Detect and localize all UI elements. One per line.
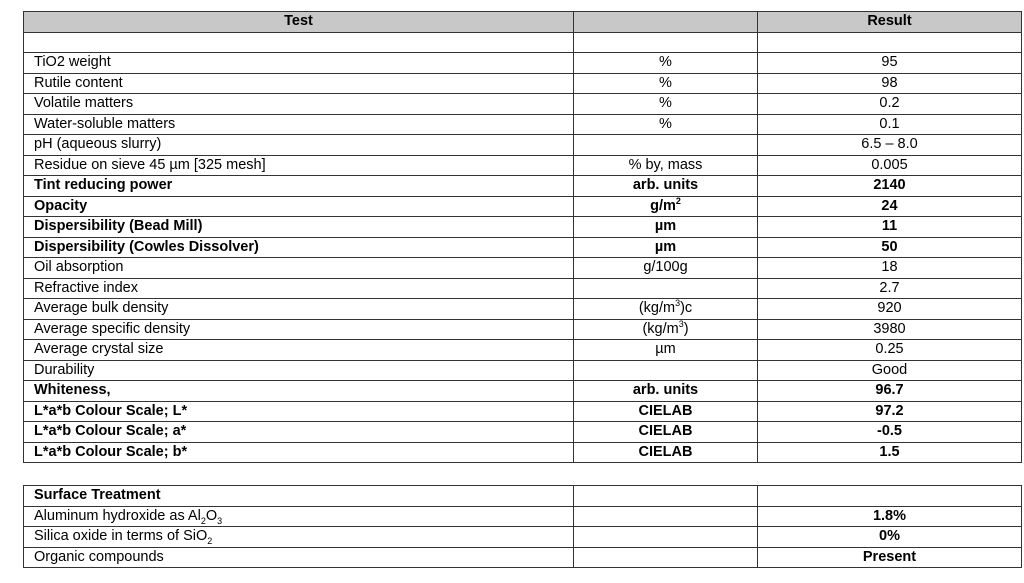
surface-test-cell (24, 506, 574, 527)
subscript: 2 (207, 535, 213, 546)
unit-text: % (659, 95, 672, 111)
unit-text: arb. units (632, 177, 699, 193)
surface-row (24, 506, 1022, 527)
empty-cell (574, 547, 758, 568)
result-value: 50 (881, 238, 898, 255)
table-row (24, 319, 1022, 340)
result-cell (758, 258, 1022, 279)
table-row (24, 135, 1022, 156)
test-name-cell (24, 114, 574, 135)
unit-cell (574, 53, 758, 74)
surface-test-name: Aluminum hydroxide as Al (34, 507, 201, 524)
table-row (24, 176, 1022, 197)
result-value: 98 (881, 74, 898, 91)
surface-title-row (24, 486, 1022, 507)
test-name-cell (24, 258, 574, 279)
unit-cell (574, 340, 758, 361)
header-test: Test (24, 12, 574, 33)
test-name-cell (24, 73, 574, 94)
test-name: L*a*b Colour Scale; L* (34, 402, 188, 419)
table-row (24, 360, 1022, 381)
result-value: 920 (877, 300, 902, 316)
table-row (24, 278, 1022, 299)
table-row (24, 94, 1022, 115)
spacer-cell (24, 32, 574, 53)
spacer-cell (758, 32, 1022, 53)
result-value: -0.5 (877, 423, 902, 439)
test-name-cell (24, 278, 574, 299)
result-value: 18 (881, 259, 898, 275)
surface-result-cell (758, 527, 1022, 548)
result-value: 0.2 (879, 95, 900, 111)
unit-superscript: 3 (675, 298, 681, 309)
test-results-table (23, 11, 1022, 463)
result-value: 2.7 (879, 279, 900, 296)
result-cell (758, 135, 1022, 156)
result-cell (758, 381, 1022, 402)
unit-text: CIELAB (638, 423, 693, 439)
test-name: pH (aqueous slurry) (34, 136, 162, 152)
table-row (24, 114, 1022, 135)
test-name-cell (24, 237, 574, 258)
empty-cell (758, 486, 1022, 507)
result-cell (758, 176, 1022, 197)
unit-cell (574, 381, 758, 402)
unit-text: µm (654, 238, 677, 255)
unit-cell (574, 114, 758, 135)
result-cell (758, 196, 1022, 217)
test-name-cell (24, 422, 574, 443)
surface-treatment-table (23, 485, 1022, 568)
unit-cell (574, 135, 758, 156)
test-name-cell (24, 299, 574, 320)
table-row (24, 422, 1022, 443)
unit-text: arb. units (632, 382, 699, 398)
surface-result-value: 0% (879, 528, 900, 544)
unit-text: g/100g (643, 259, 688, 275)
unit-superscript: 2 (675, 196, 681, 206)
test-name: Average crystal size (34, 341, 164, 357)
result-cell (758, 401, 1022, 422)
surface-result-value: Present (862, 548, 917, 565)
result-cell (758, 73, 1022, 94)
unit-tail: )c (680, 300, 693, 316)
result-value: 0.25 (875, 341, 904, 357)
subscript: 3 (217, 515, 223, 526)
table-row (24, 217, 1022, 238)
unit-cell (574, 422, 758, 443)
surface-result-cell (758, 547, 1022, 568)
result-cell (758, 155, 1022, 176)
empty-cell (574, 506, 758, 527)
unit-cell (574, 299, 758, 320)
test-name: Volatile matters (34, 95, 134, 111)
table-row (24, 299, 1022, 320)
test-name-cell (24, 176, 574, 197)
result-cell (758, 217, 1022, 238)
unit-cell (574, 196, 758, 217)
unit-cell (574, 258, 758, 279)
unit-superscript: 3 (678, 319, 684, 329)
result-value: 11 (881, 218, 898, 234)
unit-text: (kg/m (642, 320, 679, 337)
unit-text: g/m (650, 197, 676, 214)
table-row (24, 401, 1022, 422)
test-name: Water-soluble matters (34, 115, 176, 132)
empty-cell (574, 486, 758, 507)
unit-text: % (659, 115, 672, 132)
result-cell (758, 114, 1022, 135)
unit-cell (574, 94, 758, 115)
surface-row (24, 547, 1022, 568)
test-name-cell (24, 94, 574, 115)
surface-test-cell (24, 547, 574, 568)
test-name: Average specific density (34, 320, 191, 337)
test-name-cell (24, 53, 574, 74)
test-name-cell (24, 401, 574, 422)
result-cell (758, 319, 1022, 340)
test-name-cell (24, 319, 574, 340)
unit-cell (574, 217, 758, 238)
surface-title: Surface Treatment (24, 486, 574, 507)
table-row (24, 381, 1022, 402)
result-value: 6.5 – 8.0 (861, 136, 918, 152)
test-name-cell (24, 340, 574, 361)
result-value: 3980 (873, 320, 906, 337)
result-cell (758, 442, 1022, 463)
table-row (24, 340, 1022, 361)
empty-cell (574, 527, 758, 548)
table-row (24, 237, 1022, 258)
formula-part: O (205, 507, 218, 524)
result-value: Good (871, 361, 908, 378)
test-name-cell (24, 135, 574, 156)
result-cell (758, 299, 1022, 320)
unit-text: % by, mass (628, 156, 703, 173)
test-name: Tint reducing power (34, 177, 173, 193)
unit-cell (574, 442, 758, 463)
test-name: Opacity (34, 197, 88, 214)
table-row (24, 442, 1022, 463)
surface-result-cell (758, 506, 1022, 527)
result-cell (758, 422, 1022, 443)
surface-test-name: Organic compounds (34, 548, 164, 565)
table-row (24, 258, 1022, 279)
test-name: Whiteness, (34, 382, 111, 398)
result-cell (758, 360, 1022, 381)
table-row (24, 73, 1022, 94)
header-row (24, 12, 1022, 33)
unit-cell (574, 319, 758, 340)
unit-cell (574, 155, 758, 176)
result-cell (758, 340, 1022, 361)
test-name: Rutile content (34, 74, 123, 91)
table-row (24, 53, 1022, 74)
test-name-cell (24, 217, 574, 238)
test-name: L*a*b Colour Scale; a* (34, 423, 187, 439)
test-name: L*a*b Colour Scale; b* (34, 443, 188, 460)
test-name: Dispersibility (Cowles Dissolver) (34, 238, 259, 255)
result-value: 0.005 (871, 156, 908, 173)
test-name-cell (24, 155, 574, 176)
test-name: TiO2 weight (34, 54, 111, 70)
unit-text: (kg/m (638, 300, 676, 316)
subscript: 2 (200, 515, 206, 526)
result-value: 1.5 (879, 443, 900, 460)
result-value: 2140 (873, 177, 906, 193)
unit-text: CIELAB (638, 402, 693, 419)
unit-cell (574, 278, 758, 299)
unit-text: CIELAB (638, 443, 693, 460)
result-cell (758, 53, 1022, 74)
result-value: 24 (881, 197, 898, 214)
test-name: Oil absorption (34, 259, 124, 275)
result-value: 0.1 (879, 115, 900, 132)
result-value: 95 (881, 54, 898, 70)
result-value: 97.2 (875, 402, 904, 419)
spacer-cell (574, 32, 758, 53)
result-value: 96.7 (875, 382, 904, 398)
unit-cell (574, 73, 758, 94)
test-name-cell (24, 360, 574, 381)
unit-text: % (659, 74, 672, 91)
unit-cell (574, 401, 758, 422)
test-name-cell (24, 381, 574, 402)
surface-row (24, 527, 1022, 548)
result-cell (758, 237, 1022, 258)
test-name: Average bulk density (34, 300, 169, 316)
surface-result-value: 1.8% (872, 507, 907, 524)
test-name: Dispersibility (Bead Mill) (34, 218, 203, 234)
test-name-cell (24, 196, 574, 217)
surface-test-cell (24, 527, 574, 548)
test-name: Refractive index (34, 279, 138, 296)
unit-tail: ) (683, 320, 689, 337)
test-name: Durability (34, 361, 95, 378)
spacer-row (24, 32, 1022, 53)
result-cell (758, 94, 1022, 115)
unit-cell (574, 237, 758, 258)
header-unit (574, 12, 758, 33)
test-name-cell (24, 442, 574, 463)
surface-test-name: Silica oxide in terms of SiO (34, 528, 208, 544)
unit-text: µm (654, 218, 677, 234)
unit-text: % (659, 54, 672, 70)
unit-text: µm (655, 341, 676, 357)
unit-cell (574, 176, 758, 197)
header-result: Result (758, 12, 1022, 33)
result-cell (758, 278, 1022, 299)
table-row (24, 155, 1022, 176)
table-row (24, 196, 1022, 217)
test-name: Residue on sieve 45 µm [325 mesh] (34, 156, 266, 173)
unit-cell (574, 360, 758, 381)
